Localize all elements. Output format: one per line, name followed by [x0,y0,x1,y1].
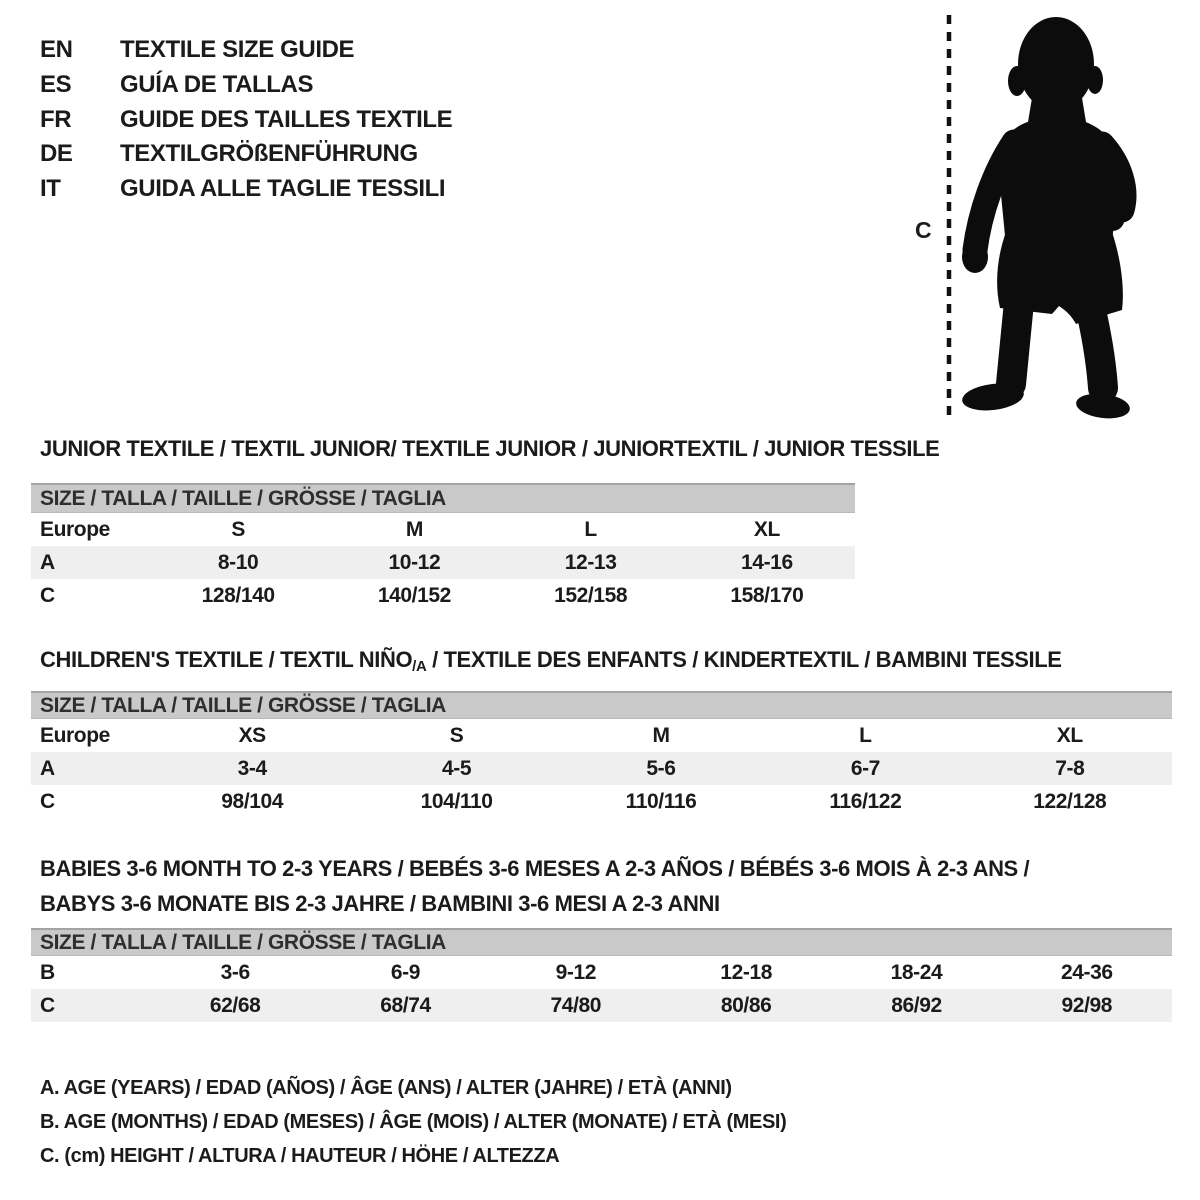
table-row-age-months [31,956,1172,989]
language-row-de [40,137,452,172]
size-cell: 158/170 [730,583,804,607]
size-cell: L [584,517,597,541]
size-header-band: SIZE / TALLA / TAILLE / GRÖSSE / TAGLIA [31,928,1172,956]
legend [40,1071,786,1173]
size-cell: 8-10 [217,550,259,574]
row-label: B [40,960,55,984]
language-guide [40,33,452,206]
babies-title-line1: BABIES 3-6 MONTH TO 2-3 YEARS / BEBÉS 3-6 MESES A 2-3 AÑOS / BÉBÉS 3-6 MOIS À 2-3 ANS / [40,856,1030,881]
size-cell: 128/140 [201,583,275,607]
language-code: DE [40,140,73,168]
size-cell: 4-5 [442,756,472,780]
language-title: GUIDA ALLE TAGLIE TESSILI [120,175,446,203]
table-row-height [31,785,1172,818]
row-label: C [40,789,55,813]
size-cell: 3-6 [220,960,250,984]
height-measure-dashed-line [945,15,953,415]
children-section-title [40,647,1062,675]
size-cell: M [405,517,423,541]
language-title: GUÍA DE TALLAS [120,71,314,99]
size-cell: XS [238,723,266,747]
size-cell: L [859,723,872,747]
size-cell: 10-12 [388,550,441,574]
size-cell: 152/158 [554,583,628,607]
size-cell: 6-9 [390,960,421,984]
table-row-height [31,989,1172,1022]
size-cell: 98/104 [221,789,284,813]
junior-size-table [31,483,855,612]
row-label: C [40,583,55,607]
size-cell: XL [753,517,780,541]
row-label: Europe [40,723,110,747]
size-cell: 6-7 [850,756,880,780]
row-label: A [40,550,55,574]
size-cell: 104/110 [420,789,493,813]
babies-section-title [40,851,1029,921]
baby-silhouette-icon [962,14,1140,422]
size-cell: 24-36 [1060,960,1113,984]
row-label: Europe [40,517,110,541]
table-row-europe [31,513,855,546]
size-cell: 92/98 [1061,993,1113,1017]
measure-label-c: C [915,217,932,243]
size-cell: 140/152 [377,583,451,607]
language-row-it [40,172,452,207]
size-cell: 3-4 [237,756,267,780]
size-cell: M [652,723,670,747]
size-cell: 86/92 [891,993,942,1017]
babies-title-line2: BABYS 3-6 MONATE BIS 2-3 JAHRE / BAMBINI 3-6 MESI A 2-3 ANNI [40,891,720,916]
language-title: TEXTILGRÖßENFÜHRUNG [120,140,418,168]
size-cell: 116/122 [829,789,902,813]
size-cell: 12-13 [564,550,617,574]
babies-size-table [31,928,1172,1022]
language-row-en [40,33,452,68]
language-code: EN [40,36,73,64]
language-title: GUIDE DES TAILLES TEXTILE [120,105,453,133]
size-cell: S [231,517,245,541]
language-row-es [40,68,452,103]
language-title: TEXTILE SIZE GUIDE [120,36,355,64]
size-cell: 110/116 [625,789,697,813]
legend-line-c: C. (cm) HEIGHT / ALTURA / HAUTEUR / HÖHE / ALTEZZA [40,1145,560,1167]
table-row-europe [31,719,1172,752]
size-cell: 14-16 [741,550,793,574]
size-cell: 7-8 [1055,756,1085,780]
size-header-band: SIZE / TALLA / TAILLE / GRÖSSE / TAGLIA [31,691,1172,719]
row-label: C [40,993,55,1017]
table-row-height [31,579,855,612]
size-cell: 9-12 [555,960,597,984]
legend-line-a: A. AGE (YEARS) / EDAD (AÑOS) / ÂGE (ANS) / ALTER (JAHRE) / ETÀ (ANNI) [40,1077,732,1099]
language-row-fr [40,102,452,137]
language-code: ES [40,71,72,99]
legend-line-b: B. AGE (MONTHS) / EDAD (MESES) / ÂGE (MOIS) / ALTER (MONATE) / ETÀ (MESI) [40,1111,787,1133]
size-cell: 12-18 [720,960,773,984]
language-code: IT [40,175,61,203]
row-label: A [40,756,55,780]
junior-section-title: JUNIOR TEXTILE / TEXTIL JUNIOR/ TEXTILE JUNIOR / JUNIORTEXTIL / JUNIOR TESSILE [40,436,940,461]
children-title-sub: /A [412,658,427,675]
size-cell: 122/128 [1033,789,1107,813]
language-code: FR [40,105,72,133]
size-header-band: SIZE / TALLA / TAILLE / GRÖSSE / TAGLIA [31,483,855,513]
children-title-post: / TEXTILE DES ENFANTS / KINDERTEXTIL / BAMBINI TESSILE [426,647,1062,672]
size-cell: 62/68 [209,993,261,1017]
table-row-age [31,752,1172,785]
size-cell: S [449,723,464,747]
children-title-pre: CHILDREN'S TEXTILE / TEXTIL NIÑO [40,647,413,672]
children-size-table [31,691,1172,818]
size-cell: 5-6 [646,756,676,780]
size-cell: 18-24 [890,960,943,984]
size-cell: 80/86 [720,993,772,1017]
size-cell: 68/74 [380,993,431,1017]
size-cell: XL [1056,723,1083,747]
table-row-age [31,546,855,579]
size-cell: 74/80 [550,993,602,1017]
